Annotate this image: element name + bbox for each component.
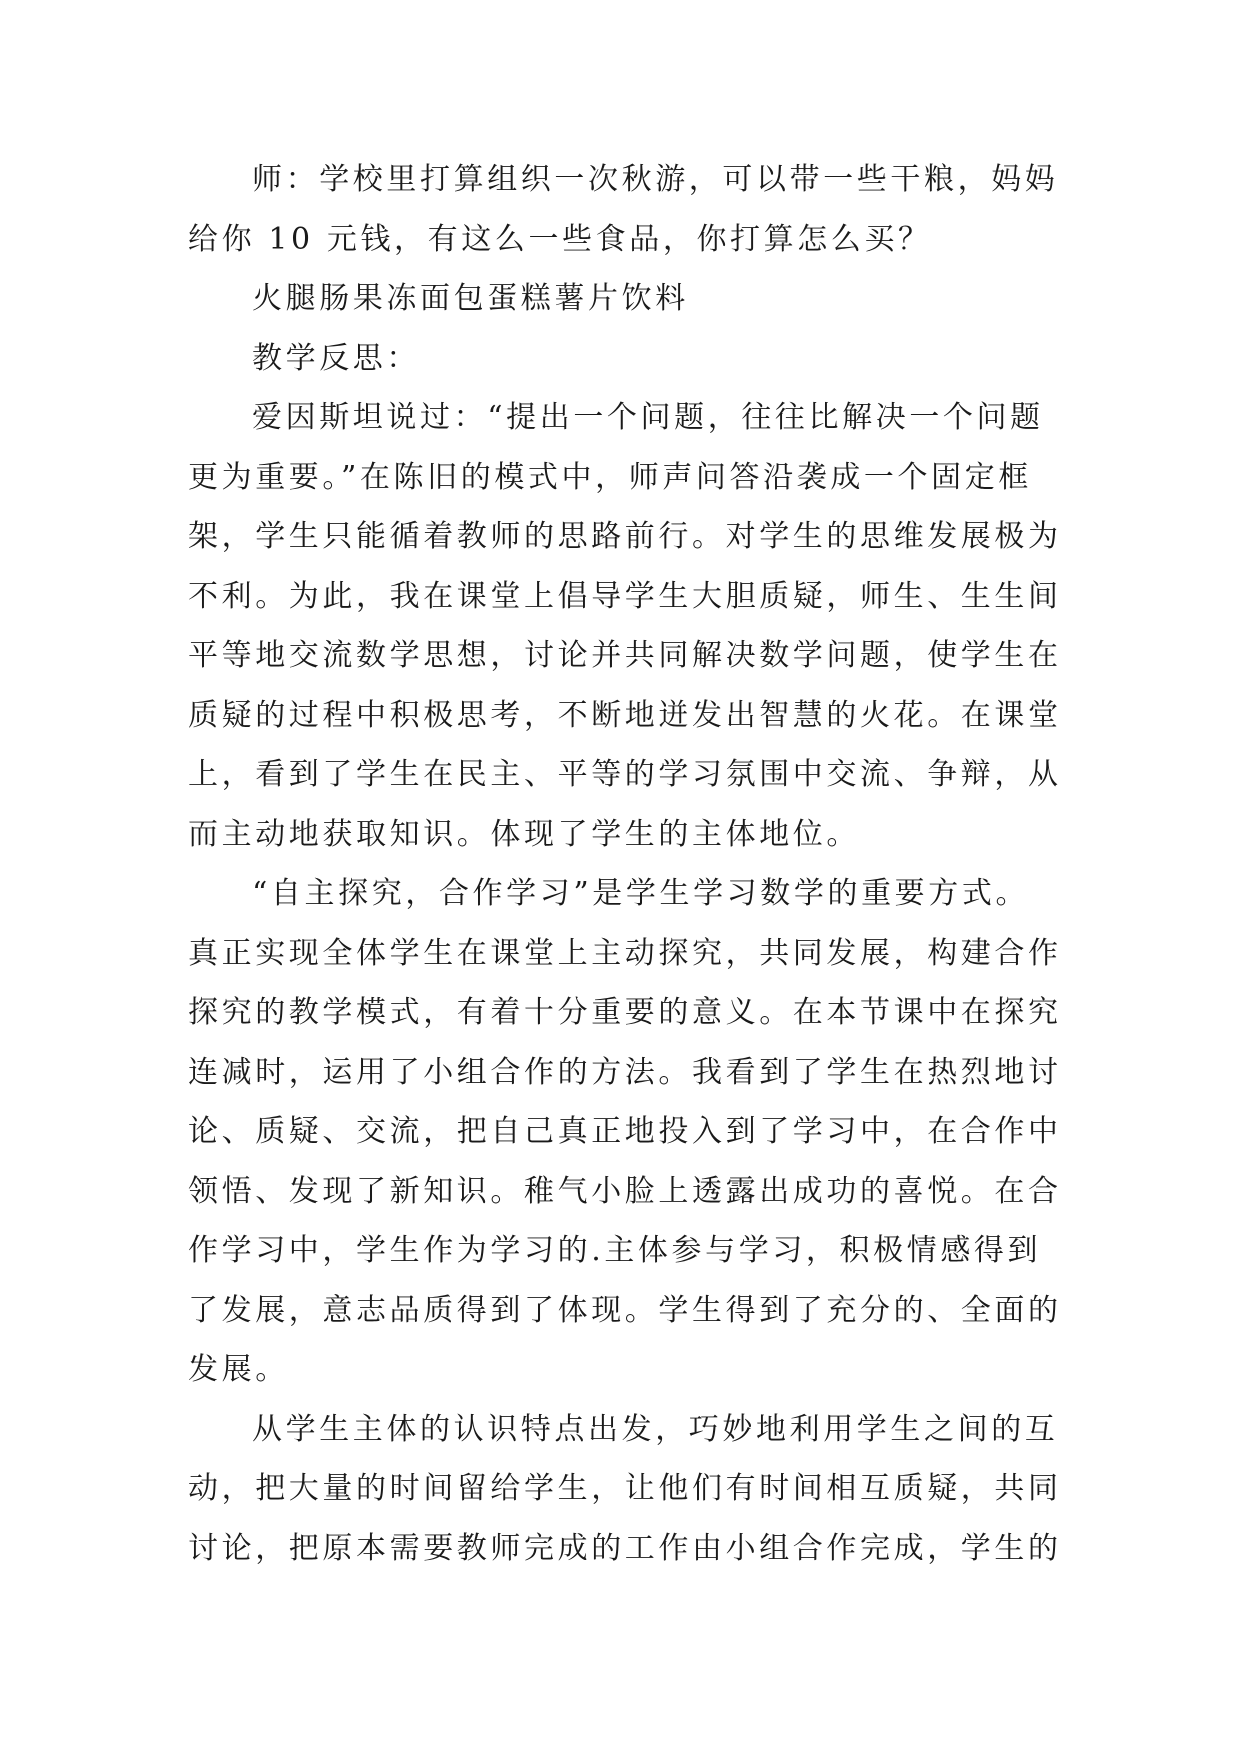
- paragraph-food-list: [188, 269, 1068, 329]
- text-line: 探究的教学模式，有着十分重要的意义。在本节课中在探究: [188, 995, 1062, 1030]
- text-line: 平等地交流数学思想，讨论并共同解决数学问题，使学生在: [188, 638, 1062, 673]
- section-heading: 教学反思：: [252, 340, 420, 376]
- text-line: 更为重要。”在陈旧的模式中，师声问答沿袭成一个固定框: [188, 459, 1032, 495]
- text-line: 质疑的过程中积极思考，不断地迸发出智慧的火花。在课堂: [188, 697, 1062, 733]
- paragraph-autumn-trip: [188, 150, 1068, 269]
- text-line: 火腿肠果冻面包蛋糕薯片饮料: [252, 281, 689, 316]
- text-line: 讨论，把原本需要教师完成的工作由小组合作完成，学生的: [188, 1530, 1062, 1566]
- text-line: 动，把大量的时间留给学生，让他们有时间相互质疑，共同: [188, 1471, 1062, 1506]
- text-line: 领悟、发现了新知识。稚气小脸上透露出成功的喜悦。在合: [188, 1173, 1062, 1209]
- text-line: 真正实现全体学生在课堂上主动探究，共同发展，构建合作: [188, 935, 1062, 971]
- text-line: 论、质疑、交流，把自己真正地投入到了学习中，在合作中: [188, 1114, 1062, 1149]
- text-line: 架，学生只能循着教师的思路前行。对学生的思维发展极为: [188, 519, 1062, 554]
- text-line: 连减时，运用了小组合作的方法。我看到了学生在热烈地讨: [188, 1054, 1062, 1090]
- text-line: “自主探究，合作学习”是学生学习数学的重要方式。: [252, 876, 1030, 911]
- text-line: 而主动地获取知识。体现了学生的主体地位。: [188, 816, 860, 852]
- document-body: [188, 150, 1068, 1578]
- text-line: 作学习中，学生作为学习的.主体参与学习，积极情感得到: [188, 1233, 1042, 1268]
- text-line: 不利。为此，我在课堂上倡导学生大胆质疑，师生、生生间: [188, 578, 1062, 614]
- paragraph-reflection-heading: [188, 329, 1068, 389]
- text-line: 师：学校里打算组织一次秋游，可以带一些干粮，妈妈: [252, 162, 1059, 197]
- paragraph-einstein-quote: [188, 388, 1068, 864]
- paragraph-student-interaction: [188, 1400, 1068, 1579]
- text-line: 上，看到了学生在民主、平等的学习氛围中交流、争辩，从: [188, 757, 1062, 792]
- text-line: 爱因斯坦说过：“提出一个问题，往往比解决一个问题: [252, 400, 1044, 435]
- text-line: 从学生主体的认识特点出发，巧妙地利用学生之间的互: [252, 1411, 1059, 1447]
- text-line: 发展。: [188, 1352, 289, 1387]
- paragraph-cooperative-learning: [188, 864, 1068, 1400]
- text-line: 了发展，意志品质得到了体现。学生得到了充分的、全面的: [188, 1292, 1062, 1328]
- text-line: 给你 10 元钱，有这么一些食品，你打算怎么买？: [188, 221, 932, 257]
